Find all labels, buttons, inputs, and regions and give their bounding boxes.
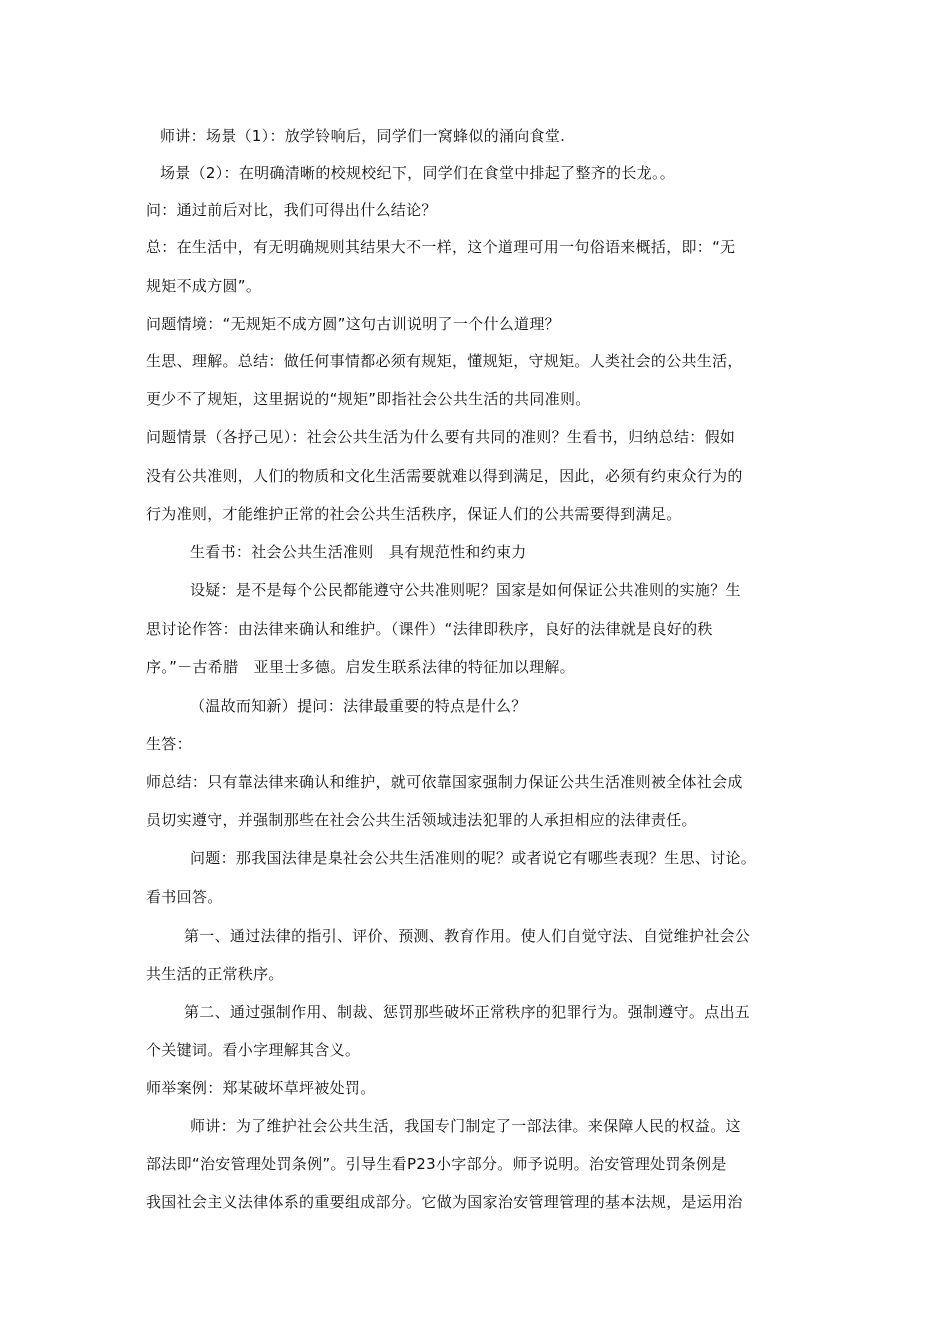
- text-line: 个关键词。看小字理解其含义。: [146, 1041, 361, 1059]
- text-line: 场景（2）：在明确清晰的校规校纪下，同学们在食堂中排起了整齐的长龙。。: [160, 164, 676, 182]
- text-line: 生思、理解。总结：做任何事情都必须有规矩，懂规矩，守规矩。人类社会的公共生活，: [146, 352, 743, 370]
- text-line: 生答：: [146, 735, 192, 753]
- text-line: 师讲：场景（1）：放学铃响后，同学们一窝蜂似的涌向食堂.: [160, 127, 566, 145]
- text-line: 生看书：社会公共生活准则 具有规范性和约束力: [190, 543, 527, 561]
- text-line: 问题情境：“无规矩不成方圆”这句古训说明了一个什么道理？: [146, 315, 560, 333]
- text-line: 问：通过前后对比，我们可得出什么结论？: [146, 201, 437, 219]
- text-line: 设疑：是不是每个公民都能遵守公共准则呢？国家是如何保证公共准则的实施？生: [190, 581, 741, 599]
- text-line: 师总结：只有靠法律来确认和维护，就可依靠国家强制力保证公共生活准则被全体社会成: [146, 773, 743, 791]
- text-line: 员切实遵守，并强制那些在社会公共生活领域违法犯罪的人承担相应的法律责任。: [146, 811, 697, 829]
- text-line: 更少不了规矩，这里据说的“规矩”即指社会公共生活的共同准则。: [146, 390, 591, 408]
- text-line: 我国社会主义法律体系的重要组成部分。它做为国家治安管理管理的基本法规，是运用治: [146, 1193, 743, 1211]
- text-line: 问题情景（各抒己见）：社会公共生活为什么要有共同的准则？生看书，归纳总结：假如: [146, 428, 736, 446]
- text-line: 第二、通过强制作用、制裁、惩罚那些破坏正常秩序的犯罪行为。强制遵守。点出五: [184, 1003, 751, 1021]
- text-line: 第一、通过法律的指引、评价、预测、教育作用。使人们自觉守法、自觉维护社会公: [184, 927, 751, 945]
- text-line: （温故而知新）提问：法律最重要的特点是什么？: [190, 697, 527, 715]
- text-line: 规矩不成方圆”。: [146, 277, 262, 295]
- text-line: 没有公共准则，人们的物质和文化生活需要就难以得到满足，因此，必须有约束众行为的: [146, 467, 743, 485]
- text-line: 看书回答。: [146, 888, 223, 906]
- text-line: 思讨论作答：由法律来确认和维护。（课件）“法律即秩序，良好的法律就是良好的秩: [146, 620, 713, 638]
- text-line: 问题：那我国法律是臬社会公共生活准则的呢？或者说它有哪些表现？生思、讨论。: [190, 849, 757, 867]
- text-line: 部法即“治安管理处罚条例”。引导生看P23小字部分。师予说明。治安管理处罚条例是: [146, 1155, 727, 1173]
- text-line: 共生活的正常秩序。: [146, 965, 284, 983]
- text-line: 师讲：为了维护社会公共生活，我国专门制定了一部法律。来保障人民的权益。这: [190, 1117, 741, 1135]
- text-line: 行为准则，才能维护正常的社会公共生活秩序，保证人们的公共需要得到满足。: [146, 505, 682, 523]
- text-line: 师举案例：郑某破坏草坪被处罚。: [146, 1079, 376, 1097]
- text-line: 总：在生活中，有无明确规则其结果大不一样，这个道理可用一句俗语来概括，即：“无: [146, 238, 736, 256]
- text-line: 序。”－古希腊 亚里士多德。启发生联系法律的特征加以理解。: [146, 658, 575, 676]
